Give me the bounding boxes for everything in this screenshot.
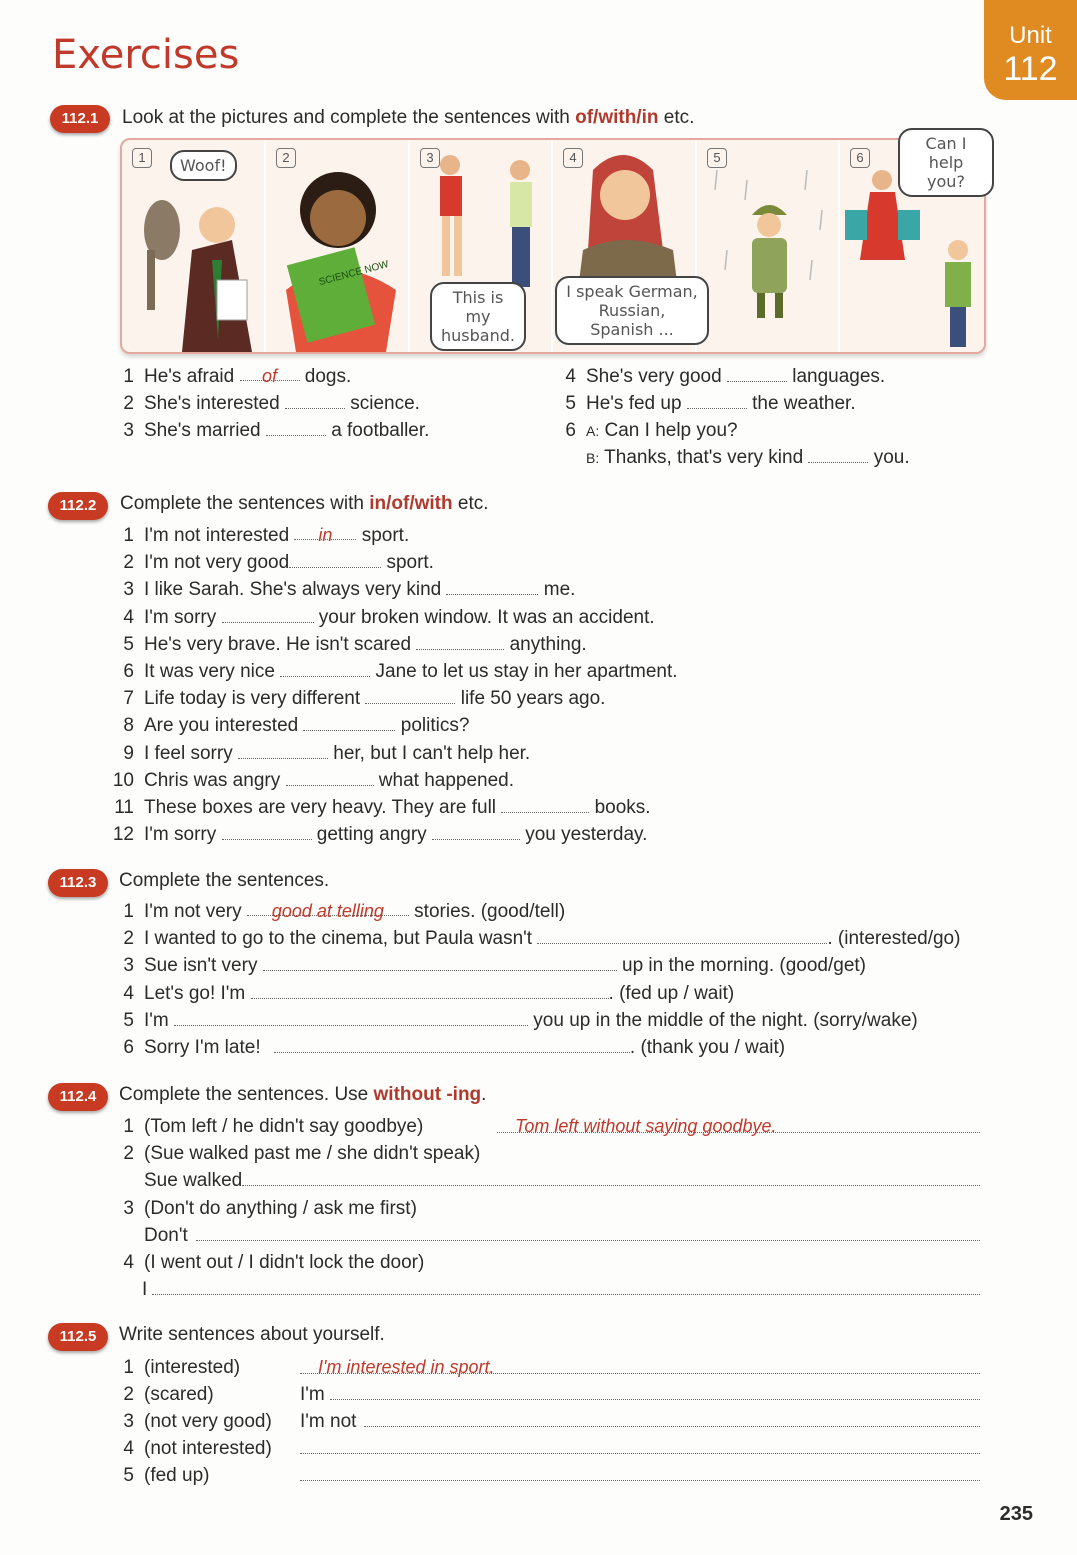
exercise-instructions	[122, 107, 694, 129]
sentence-text: She's married	[144, 420, 261, 441]
picture-panel	[840, 134, 984, 352]
item-number: 1	[123, 525, 134, 546]
item-number: 5	[123, 1465, 134, 1486]
sentence-item	[110, 1357, 240, 1379]
answer-blank[interactable]	[294, 525, 356, 545]
exercise-instructions	[120, 493, 489, 515]
instr-text: Look at the pictures and complete the sentences with	[122, 107, 576, 128]
answer-line[interactable]	[330, 1385, 980, 1400]
instr-text: Complete the sentences. Use	[119, 1084, 374, 1105]
example-answer: I'm interested in sport.	[318, 1357, 495, 1377]
sentence-text: . (thank you / wait)	[629, 1036, 786, 1058]
answer-blank[interactable]	[727, 367, 787, 382]
instr-highlight: without -ing	[373, 1084, 482, 1105]
item-number: 8	[123, 715, 134, 737]
sentence-item	[110, 1384, 214, 1406]
answer-blank[interactable]	[174, 1011, 528, 1026]
instr-text: etc.	[658, 107, 695, 128]
sentence-item	[110, 928, 960, 955]
sentence-text: stories. (good/tell)	[414, 901, 566, 922]
speaker-label: A:	[586, 423, 600, 439]
answer-line[interactable]	[364, 1412, 980, 1427]
sentence-item	[110, 1411, 272, 1433]
item-number: 3	[123, 955, 134, 977]
prompt-text: (Tom left / he didn't say goodbye)	[144, 1116, 424, 1137]
panel-number: 1	[132, 148, 152, 168]
speech-bubble: Can I help you?	[898, 128, 994, 197]
exercise-badge: 112.5	[48, 1323, 108, 1351]
sentence-text: Jane to let us stay in her apartment.	[375, 660, 678, 682]
sentence-text: Sue isn't very	[144, 955, 258, 977]
sentence-text: I'm	[144, 1009, 169, 1031]
sentence-text: Let's go! I'm	[144, 982, 246, 1004]
sentence-text: Chris was angry	[144, 769, 281, 791]
answer-start: Don't	[144, 1225, 188, 1246]
item-number: 12	[112, 824, 134, 846]
answer-blank[interactable]	[501, 798, 589, 813]
answer-start: I'm	[300, 1384, 325, 1405]
sentence-text: me.	[543, 579, 576, 601]
item-number: 3	[123, 420, 134, 441]
prompt-text: (fed up)	[144, 1465, 210, 1486]
item-number: 3	[123, 1198, 134, 1219]
sentence-item	[110, 1143, 480, 1165]
book-cover-text: SCIENCE NOW	[317, 258, 390, 289]
item-number: 5	[123, 633, 134, 655]
picture-strip	[120, 134, 986, 354]
answer-start: I'm not	[300, 1411, 357, 1432]
panel-number: 5	[707, 148, 727, 168]
sentence-text: getting angry	[316, 824, 427, 846]
sentence-item	[110, 715, 678, 742]
unit-number: 112	[1003, 50, 1058, 88]
sentence-item	[110, 770, 678, 797]
instr-text: Complete the sentences with	[120, 493, 370, 514]
sentence-text: Life today is very different	[144, 688, 361, 710]
exercise-instructions: Write sentences about yourself.	[119, 1324, 385, 1345]
picture-panel	[410, 140, 553, 352]
item-number: 4	[123, 1252, 134, 1273]
sentence-item	[110, 983, 960, 1010]
answer-blank[interactable]	[432, 825, 520, 840]
item-number: 6	[123, 660, 134, 682]
sentence-text: your broken window. It was an accident.	[318, 606, 655, 628]
answer-blank[interactable]	[263, 956, 617, 971]
instr-highlight: in/of/with	[369, 493, 453, 514]
sentence-item	[552, 420, 738, 442]
sentence-item	[110, 661, 678, 688]
answer-blank[interactable]	[280, 662, 370, 677]
sentence-text: It was very nice	[144, 660, 275, 682]
item-number: 1	[123, 366, 134, 387]
item-number: 6	[565, 420, 576, 441]
item-number: 2	[123, 552, 134, 574]
sentence-text: Are you interested	[144, 715, 299, 737]
sentence-item	[110, 688, 678, 715]
exercise-instructions: Complete the sentences.	[119, 870, 330, 891]
panel-number: 6	[850, 148, 870, 168]
sentence-text: I'm not very	[144, 901, 242, 922]
unit-tab	[984, 0, 1077, 100]
answer-blank[interactable]	[537, 929, 827, 944]
item-number: 6	[123, 1036, 134, 1058]
sentence-text: I'm sorry	[144, 824, 217, 846]
sentence-text: He's very brave. He isn't scared	[144, 633, 412, 655]
sentence-text: life 50 years ago.	[460, 688, 606, 710]
item-number: 4	[123, 982, 134, 1004]
sentence-text: politics?	[400, 715, 470, 737]
sentence-text: sport.	[386, 552, 434, 574]
answer-line[interactable]	[300, 1357, 980, 1377]
sentence-item	[110, 743, 678, 770]
sentence-item	[110, 420, 429, 442]
picture-panel	[697, 140, 840, 352]
answer-line[interactable]	[242, 1171, 980, 1186]
speech-bubble: This is my husband.	[430, 282, 526, 351]
sentence-item	[110, 955, 960, 982]
sentence-text: the weather.	[752, 393, 856, 414]
speech-bubble: Woof!	[170, 150, 237, 181]
sentence-text: science.	[350, 393, 420, 414]
sentence-text: These boxes are very heavy. They are full	[144, 796, 497, 818]
sentence-text: I wanted to go to the cinema, but Paula wasn't	[144, 928, 533, 950]
sentence-item	[110, 525, 678, 552]
item-number: 2	[123, 928, 134, 950]
unit-label: Unit	[1009, 22, 1052, 49]
item-number: 9	[123, 742, 134, 764]
answer-blank[interactable]	[247, 901, 409, 921]
item-number: 4	[565, 366, 576, 387]
speaker-label: B:	[586, 450, 600, 466]
sentence-text: Sorry I'm late!	[144, 1036, 261, 1058]
man-in-rain-illustration	[697, 140, 840, 352]
exercise-badge: 112.3	[48, 869, 108, 897]
prompt-text: (interested)	[144, 1357, 241, 1378]
sentence-item	[110, 1010, 960, 1037]
sentence-item	[110, 552, 678, 579]
exercise-instructions	[119, 1084, 486, 1106]
item-number: 1	[123, 1357, 134, 1378]
speech-bubble: I speak German, Russian, Spanish ...	[555, 276, 709, 345]
item-number: 1	[123, 1116, 134, 1137]
answer-blank[interactable]	[286, 771, 374, 786]
sentence-item	[110, 1252, 424, 1274]
prompt-text: (Sue walked past me / she didn't speak)	[144, 1143, 481, 1164]
sentence-text: She's very good	[586, 366, 722, 387]
sentence-text: a footballer.	[331, 420, 430, 441]
answer-blank[interactable]	[238, 744, 328, 759]
sentence-item	[552, 366, 885, 388]
sentence-text: She's interested	[144, 393, 280, 414]
sentence-item	[110, 1465, 209, 1487]
item-number: 5	[123, 1009, 134, 1031]
item-number: 11	[114, 796, 134, 818]
girl-reading-illustration	[266, 140, 410, 352]
prompt-text: (scared)	[144, 1384, 214, 1405]
answer-start: Sue walked	[144, 1170, 243, 1191]
ex3-list	[110, 901, 960, 1064]
answer-blank[interactable]	[240, 366, 300, 386]
item-number: 2	[123, 393, 134, 414]
sentence-item	[110, 393, 420, 415]
picture-panel	[122, 140, 266, 352]
answer-start: I	[142, 1279, 148, 1300]
sentence-text: I'm not very good	[144, 552, 290, 574]
sentence-item	[110, 1037, 960, 1064]
item-number: 4	[123, 1438, 134, 1459]
example-answer: good at telling	[271, 901, 384, 921]
sentence-text: He's afraid	[144, 366, 235, 387]
exercise-badge: 112.4	[48, 1083, 108, 1111]
picture-panel	[553, 140, 697, 352]
panel-number: 4	[563, 148, 583, 168]
sentence-text: I feel sorry	[144, 742, 233, 764]
panel-number: 2	[276, 148, 296, 168]
sentence-item	[586, 447, 910, 469]
sentence-item	[110, 1116, 423, 1138]
panel-number: 3	[420, 148, 440, 168]
sentence-item	[110, 824, 678, 851]
sentence-text: sport.	[361, 525, 410, 546]
answer-line[interactable]	[497, 1116, 980, 1136]
prompt-text: (not interested)	[144, 1438, 272, 1459]
sentence-text: Can I help you?	[604, 420, 738, 441]
sentence-text: . (fed up / wait)	[608, 982, 735, 1004]
answer-blank[interactable]	[365, 689, 455, 704]
answer-blank[interactable]	[222, 825, 312, 840]
answer-line[interactable]	[196, 1226, 980, 1241]
ex2-list	[110, 525, 678, 851]
item-number: 4	[123, 606, 134, 628]
sentence-text: I like Sarah. She's always very kind	[144, 579, 442, 601]
sentence-text: you up in the middle of the night. (sorry/wake)	[533, 1009, 918, 1031]
sentence-text: I'm sorry	[144, 606, 217, 628]
sentence-item	[110, 366, 351, 388]
sentence-item	[110, 634, 678, 661]
example-answer: of	[262, 366, 278, 386]
sentence-text: anything.	[509, 633, 587, 655]
item-number: 10	[112, 769, 134, 791]
answer-blank[interactable]	[687, 394, 747, 409]
sentence-text: you yesterday.	[525, 824, 648, 846]
answer-line[interactable]	[300, 1466, 980, 1481]
sentence-item	[110, 901, 960, 928]
answer-blank[interactable]	[251, 984, 609, 999]
answer-line[interactable]	[300, 1439, 980, 1454]
sentence-text: I'm not interested	[144, 525, 290, 546]
page-title: Exercises	[52, 32, 240, 78]
answer-blank[interactable]	[446, 580, 538, 595]
answer-blank[interactable]	[266, 421, 326, 436]
example-answer: Tom left without saying goodbye.	[515, 1116, 777, 1136]
item-number: 2	[123, 1384, 134, 1405]
instr-text: etc.	[452, 493, 489, 514]
sentence-text: dogs.	[304, 366, 352, 387]
instr-text: .	[481, 1084, 487, 1105]
sentence-text: what happened.	[378, 769, 515, 791]
sentence-text: her, but I can't help her.	[333, 742, 531, 764]
answer-blank[interactable]	[416, 635, 504, 650]
sentence-text: you.	[873, 447, 910, 468]
answer-blank[interactable]	[285, 394, 345, 409]
sentence-text: up in the morning. (good/get)	[622, 955, 867, 977]
sentence-item	[110, 1438, 272, 1460]
sentence-text: . (interested/go)	[827, 928, 961, 950]
prompt-text: (I went out / I didn't lock the door)	[144, 1252, 425, 1273]
prompt-text: (not very good)	[144, 1411, 272, 1432]
sentence-item	[110, 797, 678, 824]
sentence-item	[552, 393, 856, 415]
item-number: 7	[123, 688, 134, 710]
picture-panel	[266, 140, 410, 352]
item-number: 5	[565, 393, 576, 414]
answer-blank[interactable]	[808, 448, 868, 463]
example-answer: in	[318, 525, 333, 545]
sentence-text: books.	[594, 796, 651, 818]
sentence-text: languages.	[792, 366, 886, 387]
answer-blank[interactable]	[274, 1038, 630, 1053]
sentence-text: Thanks, that's very kind	[604, 447, 804, 468]
sentence-item	[110, 607, 678, 634]
sentence-text: He's fed up	[586, 393, 682, 414]
sentence-item	[110, 1198, 417, 1220]
item-number: 2	[123, 1143, 134, 1164]
instr-highlight: of/with/in	[575, 107, 659, 128]
page-number: 235	[999, 1503, 1033, 1525]
answer-blank[interactable]	[222, 608, 314, 623]
prompt-text: (Don't do anything / ask me first)	[144, 1198, 417, 1219]
exercise-badge: 112.2	[48, 492, 108, 520]
answer-blank[interactable]	[289, 553, 381, 568]
answer-line[interactable]	[152, 1280, 980, 1295]
item-number: 1	[123, 901, 134, 922]
item-number: 3	[123, 579, 134, 601]
answer-blank[interactable]	[303, 716, 395, 731]
item-number: 3	[123, 1411, 134, 1432]
sentence-item	[110, 579, 678, 606]
exercise-badge: 112.1	[50, 105, 110, 133]
